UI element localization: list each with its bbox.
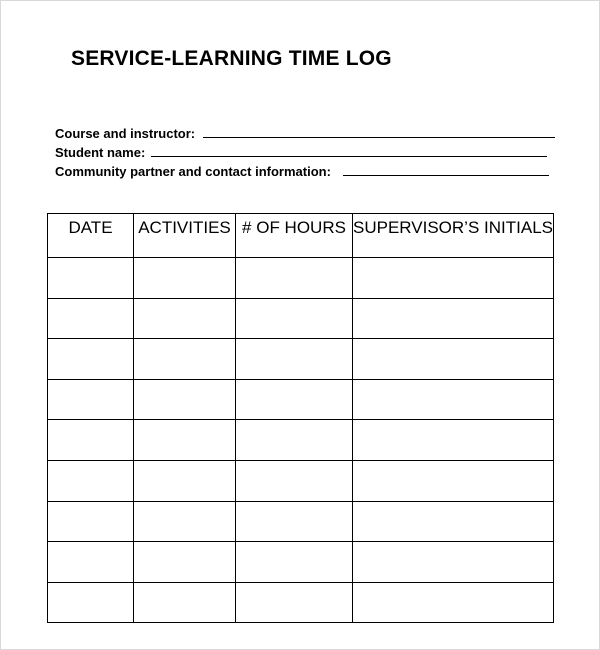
table-row: [48, 460, 554, 501]
hours-cell[interactable]: [236, 542, 353, 583]
community-partner-label: Community partner and contact information:: [55, 164, 331, 179]
supervisor-initials-cell[interactable]: [353, 298, 554, 339]
header-hours: # OF HOURS: [236, 214, 353, 258]
header-activities: ACTIVITIES: [134, 214, 236, 258]
table-row: [48, 379, 554, 420]
table-row: [48, 339, 554, 380]
course-instructor-label: Course and instructor:: [55, 126, 196, 141]
date-cell[interactable]: [48, 379, 134, 420]
community-partner-blank[interactable]: [343, 175, 549, 176]
date-cell[interactable]: [48, 460, 134, 501]
supervisor-initials-cell[interactable]: [353, 542, 554, 583]
hours-cell[interactable]: [236, 501, 353, 542]
date-cell[interactable]: [48, 542, 134, 583]
table-row: [48, 501, 554, 542]
student-name-blank[interactable]: [151, 156, 547, 157]
table-header-row: [48, 214, 554, 258]
table-row: [48, 298, 554, 339]
form-title: SERVICE-LEARNING TIME LOG: [71, 47, 392, 70]
date-cell[interactable]: [48, 582, 134, 623]
table-row: [48, 420, 554, 461]
table-row: [48, 542, 554, 583]
supervisor-initials-cell[interactable]: [353, 582, 554, 623]
supervisor-initials-cell[interactable]: [353, 258, 554, 299]
supervisor-initials-cell[interactable]: [353, 501, 554, 542]
activities-cell[interactable]: [134, 582, 236, 623]
date-cell[interactable]: [48, 258, 134, 299]
activities-cell[interactable]: [134, 542, 236, 583]
header-supervisor-initials: SUPERVISOR’S INITIALS: [353, 214, 554, 258]
activities-cell[interactable]: [134, 339, 236, 380]
date-cell[interactable]: [48, 420, 134, 461]
header-date: DATE: [48, 214, 134, 258]
table-row: [48, 582, 554, 623]
activities-cell[interactable]: [134, 379, 236, 420]
hours-cell[interactable]: [236, 258, 353, 299]
activities-cell[interactable]: [134, 420, 236, 461]
hours-cell[interactable]: [236, 298, 353, 339]
table-row: [48, 258, 554, 299]
supervisor-initials-cell[interactable]: [353, 339, 554, 380]
community-partner-field: [55, 163, 549, 179]
course-instructor-field: [55, 125, 555, 141]
student-name-label: Student name:: [55, 145, 146, 160]
course-instructor-blank[interactable]: [203, 137, 555, 138]
date-cell[interactable]: [48, 298, 134, 339]
hours-cell[interactable]: [236, 582, 353, 623]
hours-cell[interactable]: [236, 460, 353, 501]
hours-cell[interactable]: [236, 339, 353, 380]
activities-cell[interactable]: [134, 501, 236, 542]
table-body: [48, 258, 554, 623]
supervisor-initials-cell[interactable]: [353, 379, 554, 420]
hours-cell[interactable]: [236, 420, 353, 461]
time-log-table: [47, 213, 554, 623]
activities-cell[interactable]: [134, 258, 236, 299]
date-cell[interactable]: [48, 501, 134, 542]
supervisor-initials-cell[interactable]: [353, 460, 554, 501]
date-cell[interactable]: [48, 339, 134, 380]
hours-cell[interactable]: [236, 379, 353, 420]
activities-cell[interactable]: [134, 298, 236, 339]
student-name-field: [55, 144, 547, 160]
activities-cell[interactable]: [134, 460, 236, 501]
supervisor-initials-cell[interactable]: [353, 420, 554, 461]
